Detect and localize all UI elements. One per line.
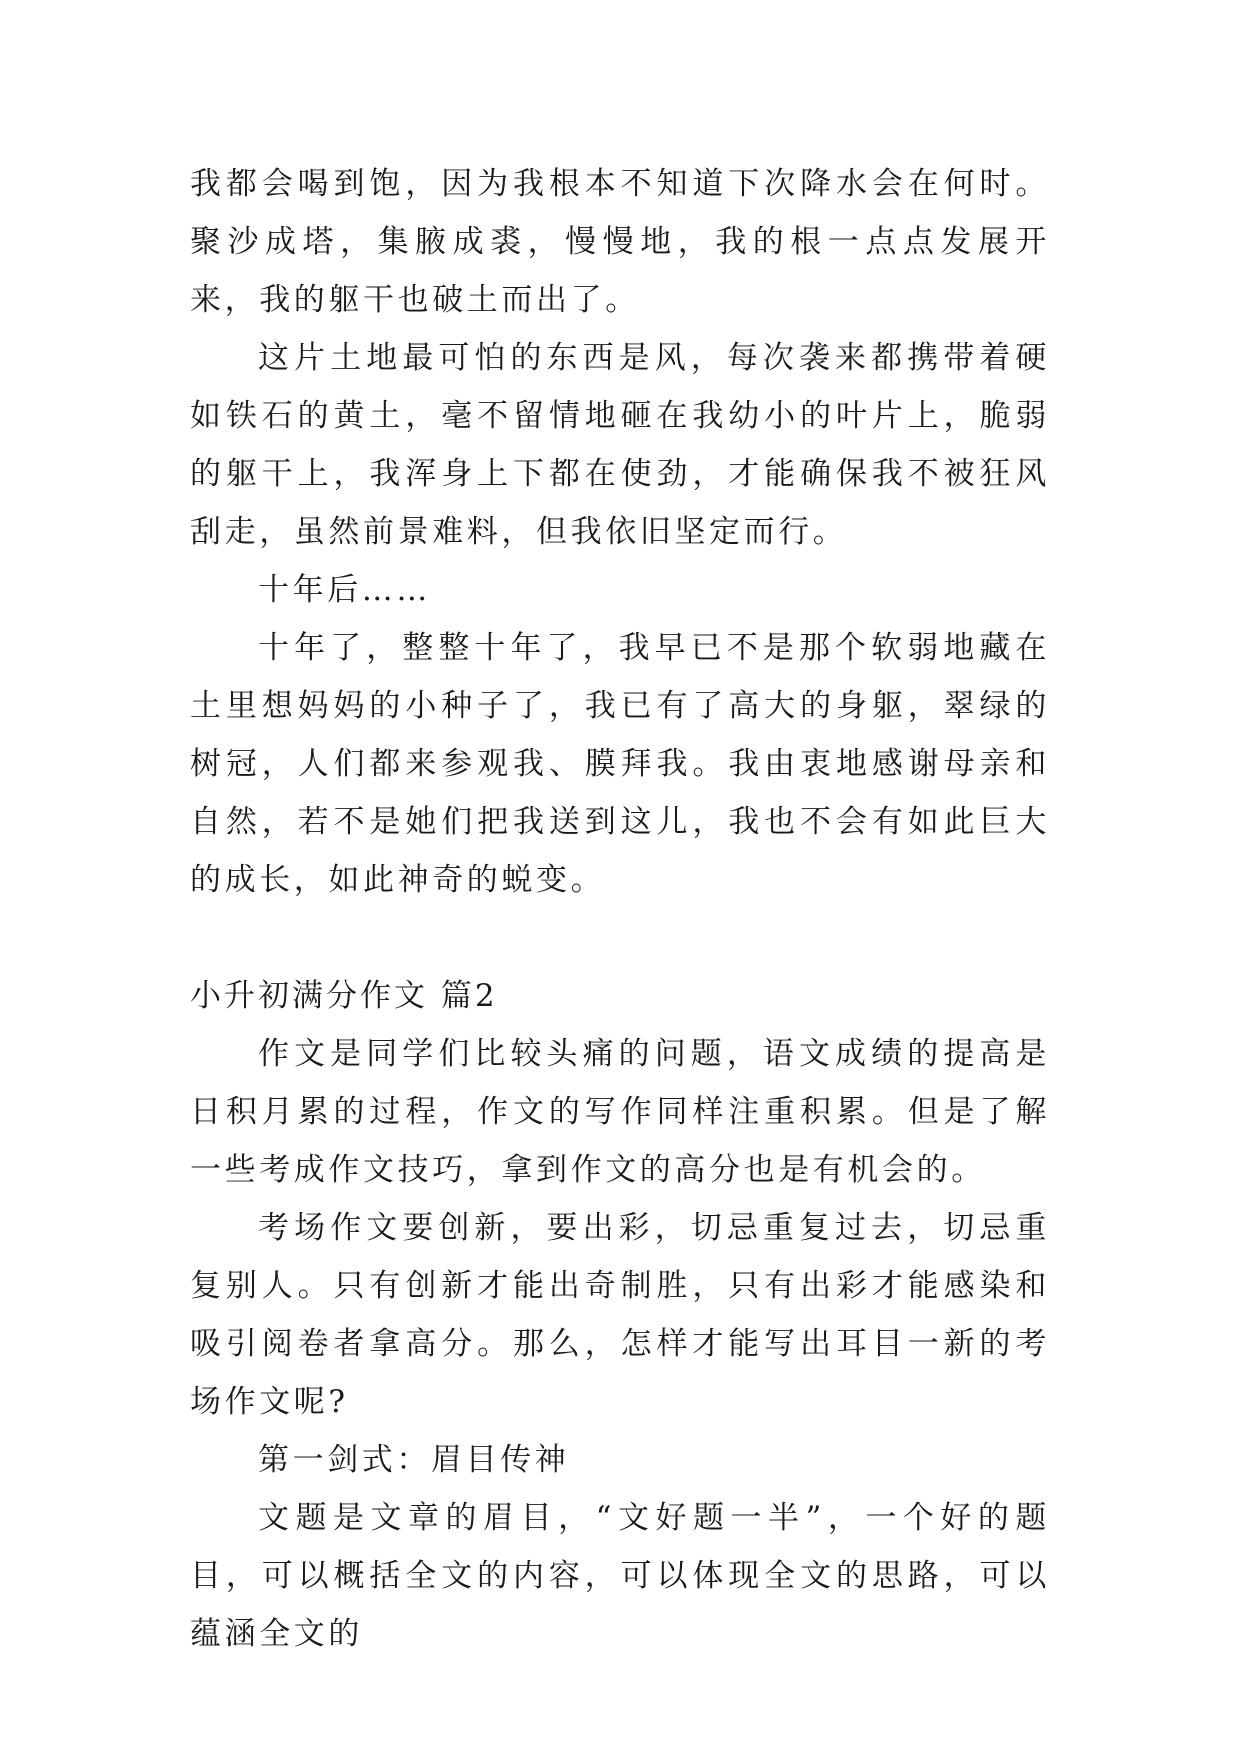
paragraph: 十年了，整整十年了，我早已不是那个软弱地藏在土里想妈妈的小种子了，我已有了高大的身躯，翠绿的树冠，人们都来参观我、膜拜我。我由衷地感谢母亲和自然，若不是她们把我送到这儿，我也不会有如此巨大的成长，如此神奇的蜕变。 xyxy=(190,630,1050,898)
paragraph: 考场作文要创新，要出彩，切忌重复过去，切忌重复别人。只有创新才能出奇制胜，只有出彩才能感染和吸引阅卷者拿高分。那么，怎样才能写出耳目一新的考场作文呢? xyxy=(190,1210,1050,1420)
paragraph: 我都会喝到饱，因为我根本不知道下次降水会在何时。聚沙成塔，集腋成裘，慢慢地，我的根一点点发展开来，我的躯干也破土而出了。 xyxy=(190,166,1050,318)
paragraph: 作文是同学们比较头痛的问题，语文成绩的提高是日积月累的过程，作文的写作同样注重积累。但是了解一些考成作文技巧，拿到作文的高分也是有机会的。 xyxy=(190,1036,1050,1188)
paragraph: 十年后…… xyxy=(258,572,431,608)
paragraph: 文题是文章的眉目，“文好题一半”，一个好的题目，可以概括全文的内容，可以体现全文的思路，可以蕴涵全文的 xyxy=(190,1500,1050,1652)
document-body xyxy=(190,155,1050,1663)
section-title: 小升初满分作文 篇2 xyxy=(190,978,498,1014)
subheading: 第一剑式：眉目传神 xyxy=(258,1442,570,1478)
paragraph: 这片土地最可怕的东西是风，每次袭来都携带着硬如铁石的黄土，毫不留情地砸在我幼小的叶片上，脆弱的躯干上，我浑身上下都在使劲，才能确保我不被狂风刮走，虽然前景难料，但我依旧坚定而行。 xyxy=(190,340,1050,550)
